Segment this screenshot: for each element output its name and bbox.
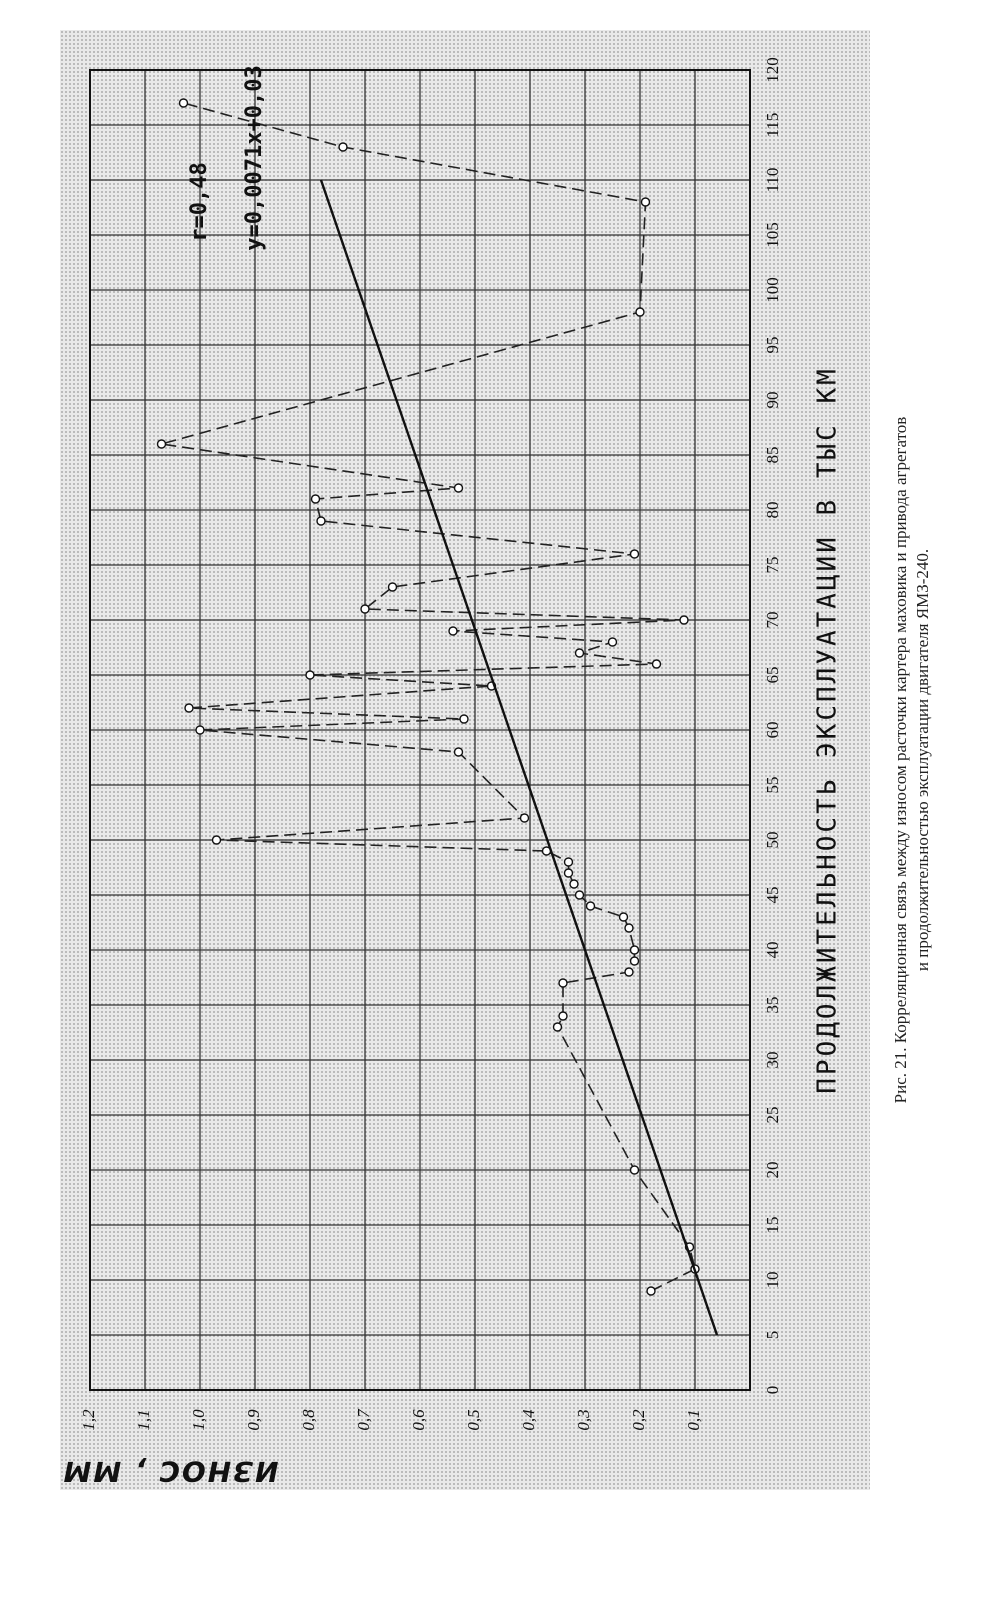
data-point bbox=[642, 198, 650, 206]
data-point bbox=[625, 924, 633, 932]
data-point bbox=[449, 627, 457, 635]
data-point bbox=[361, 605, 369, 613]
x-tick-label: 95 bbox=[762, 336, 782, 354]
data-point bbox=[620, 913, 628, 921]
y-tick-label: 1,1 bbox=[133, 1409, 153, 1431]
x-tick-label: 20 bbox=[762, 1161, 782, 1179]
x-tick-label: 45 bbox=[762, 886, 782, 904]
y-tick-label: 1,2 bbox=[78, 1409, 98, 1431]
x-tick-label: 120 bbox=[762, 57, 782, 83]
data-point bbox=[213, 836, 221, 844]
x-tick-label: 50 bbox=[762, 831, 782, 849]
x-tick-label: 10 bbox=[762, 1271, 782, 1289]
data-point bbox=[559, 1012, 567, 1020]
data-point bbox=[559, 979, 567, 987]
x-tick-label: 65 bbox=[762, 666, 782, 684]
data-point bbox=[455, 748, 463, 756]
y-tick-label: 0,9 bbox=[243, 1409, 263, 1431]
data-point bbox=[554, 1023, 562, 1031]
x-tick-label: 15 bbox=[762, 1216, 782, 1234]
x-tick-label: 75 bbox=[762, 556, 782, 574]
x-tick-label: 110 bbox=[762, 167, 782, 193]
data-point bbox=[636, 308, 644, 316]
data-point bbox=[196, 726, 204, 734]
figure-caption bbox=[890, 30, 960, 1490]
data-point bbox=[647, 1287, 655, 1295]
y-tick-label: 0,6 bbox=[408, 1409, 428, 1431]
x-tick-label: 90 bbox=[762, 391, 782, 409]
x-tick-label: 55 bbox=[762, 776, 782, 794]
chart-svg bbox=[60, 30, 870, 1490]
x-tick-label: 60 bbox=[762, 721, 782, 739]
data-point bbox=[680, 616, 688, 624]
y-tick-label: 0,4 bbox=[518, 1409, 538, 1431]
annotation-text: r=0,48 bbox=[187, 162, 212, 242]
data-point bbox=[521, 814, 529, 822]
y-tick-label: 0,2 bbox=[628, 1409, 648, 1431]
data-point bbox=[306, 671, 314, 679]
x-tick-label: 85 bbox=[762, 446, 782, 464]
data-point bbox=[570, 880, 578, 888]
x-tick-label: 0 bbox=[762, 1385, 782, 1395]
data-point bbox=[625, 968, 633, 976]
data-point bbox=[180, 99, 188, 107]
data-point bbox=[631, 957, 639, 965]
x-tick-label: 100 bbox=[762, 277, 782, 303]
y-tick-label: 0,8 bbox=[298, 1409, 318, 1431]
data-point bbox=[587, 902, 595, 910]
data-point bbox=[631, 946, 639, 954]
y-tick-label: 0,3 bbox=[573, 1409, 593, 1431]
y-tick-label: 0,7 bbox=[353, 1409, 373, 1431]
chart-figure bbox=[60, 30, 870, 1490]
y-axis-label: ИЗНОС , ММ bbox=[61, 1455, 279, 1488]
x-tick-label: 35 bbox=[762, 996, 782, 1014]
data-point bbox=[631, 1166, 639, 1174]
data-point bbox=[455, 484, 463, 492]
x-tick-label: 70 bbox=[762, 611, 782, 629]
x-tick-label: 40 bbox=[762, 941, 782, 959]
data-point bbox=[460, 715, 468, 723]
halftone-background bbox=[60, 30, 870, 1490]
data-point bbox=[312, 495, 320, 503]
x-tick-label: 25 bbox=[762, 1106, 782, 1124]
caption-line-2: и продолжительностью эксплуатации двигателя ЯМЗ-240. bbox=[913, 548, 932, 972]
data-point bbox=[609, 638, 617, 646]
x-tick-label: 105 bbox=[762, 222, 782, 248]
data-point bbox=[631, 550, 639, 558]
x-tick-label: 30 bbox=[762, 1051, 782, 1069]
annotation-text: y=0,0071x+0,03 bbox=[242, 65, 267, 251]
data-point bbox=[565, 858, 573, 866]
y-tick-label: 1,0 bbox=[188, 1409, 208, 1431]
x-axis-label: ПРОДОЛЖИТЕЛЬНОСТЬ ЭКСПЛУАТАЦИИ В ТЫС КМ bbox=[812, 366, 843, 1094]
x-tick-label: 5 bbox=[762, 1330, 782, 1340]
x-tick-label: 80 bbox=[762, 501, 782, 519]
caption-line-1: Рис. 21. Корреляционная связь между износом расточки картера маховика и привода агрегатов bbox=[891, 416, 910, 1104]
data-point bbox=[389, 583, 397, 591]
data-point bbox=[158, 440, 166, 448]
y-tick-label: 0,1 bbox=[683, 1409, 703, 1431]
x-tick-label: 115 bbox=[762, 112, 782, 138]
y-tick-label: 0,5 bbox=[463, 1409, 483, 1431]
data-point bbox=[565, 869, 573, 877]
data-point bbox=[185, 704, 193, 712]
data-point bbox=[653, 660, 661, 668]
data-point bbox=[317, 517, 325, 525]
data-point bbox=[576, 649, 584, 657]
data-point bbox=[576, 891, 584, 899]
data-point bbox=[339, 143, 347, 151]
